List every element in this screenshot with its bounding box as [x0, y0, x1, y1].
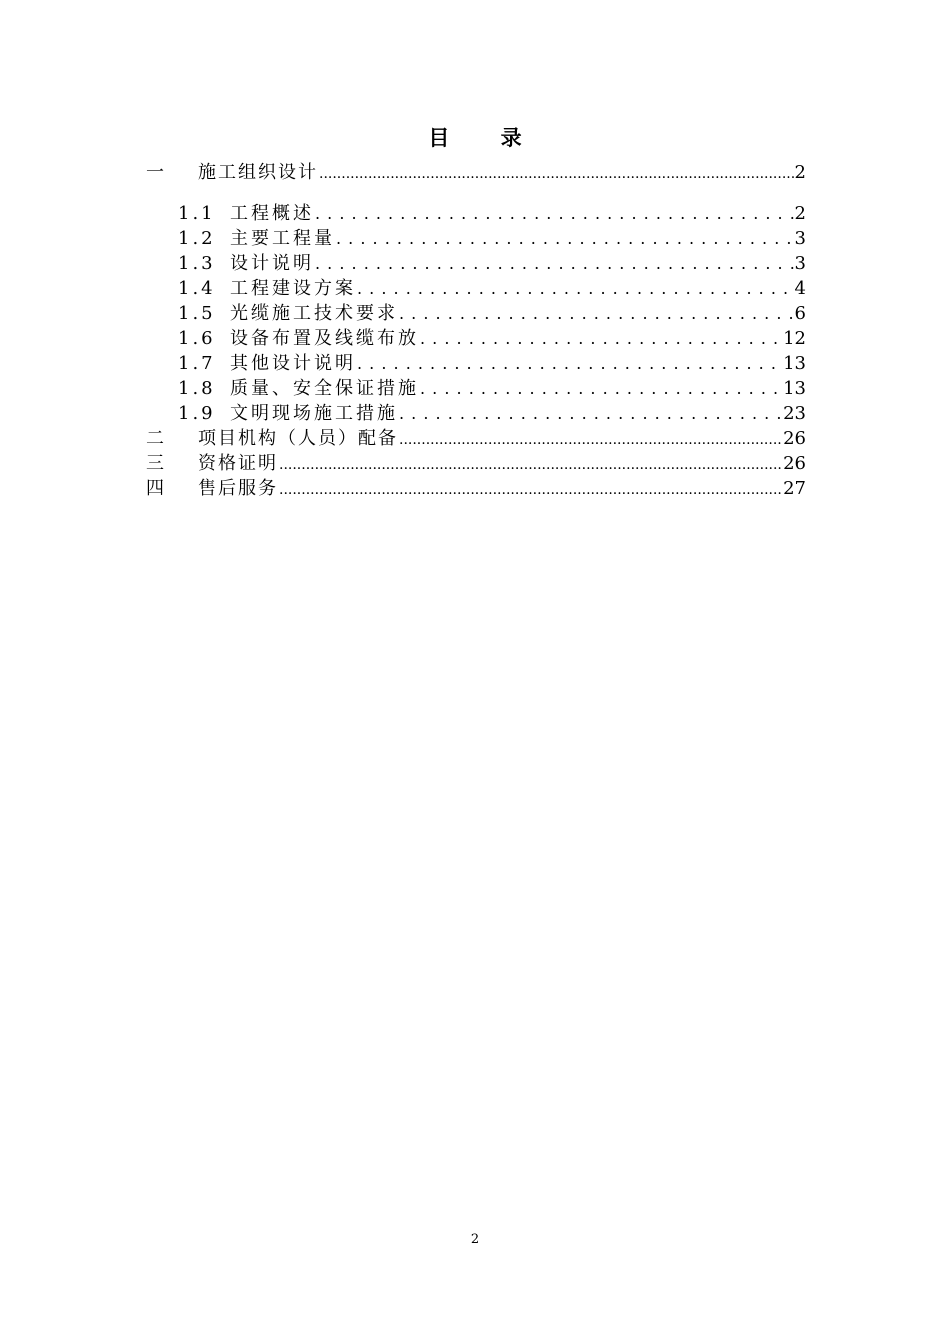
entry-page: 26 [783, 453, 806, 474]
dot-leader [399, 401, 782, 426]
toc-entry[interactable] [146, 201, 806, 226]
entry-page: 26 [783, 428, 806, 449]
entry-number: 一 [146, 162, 166, 183]
dot-leader [399, 426, 782, 453]
entry-page: 12 [783, 328, 806, 349]
entry-label: 施工组织设计 [198, 162, 318, 183]
toc-entry[interactable] [146, 276, 806, 301]
dot-leader [357, 276, 794, 301]
table-of-contents [146, 160, 806, 501]
dot-leader [336, 226, 794, 251]
entry-page: 3 [794, 253, 806, 274]
entry-page: 27 [783, 478, 806, 499]
dot-leader [279, 451, 782, 478]
entry-label: 设备布置及线缆布放 [230, 328, 419, 349]
toc-entry[interactable] [146, 451, 806, 476]
dot-leader [357, 351, 782, 376]
toc-entry[interactable] [146, 401, 806, 426]
toc-entry[interactable] [146, 226, 806, 251]
entry-label: 工程建设方案 [230, 278, 356, 299]
entry-number: 1.5 [178, 303, 216, 324]
entry-page: 3 [794, 228, 806, 249]
toc-entry[interactable] [146, 251, 806, 276]
page-number: 2 [470, 1232, 480, 1247]
entry-number: 1.7 [178, 353, 216, 374]
entry-number: 三 [146, 453, 166, 474]
entry-label: 文明现场施工措施 [230, 403, 398, 424]
entry-number: 1.6 [178, 328, 216, 349]
dot-leader [315, 251, 794, 276]
toc-title: 目 录 [428, 125, 544, 150]
toc-entry[interactable] [146, 476, 806, 501]
toc-entry[interactable] [146, 326, 806, 351]
entry-label: 光缆施工技术要求 [230, 303, 398, 324]
dot-leader [319, 160, 794, 187]
toc-entry[interactable] [146, 301, 806, 326]
entry-page: 13 [783, 378, 806, 399]
entry-number: 二 [146, 428, 166, 449]
toc-entry[interactable] [146, 351, 806, 376]
entry-label: 资格证明 [198, 453, 278, 474]
dot-leader [279, 476, 782, 503]
toc-entry[interactable] [146, 376, 806, 401]
entry-page: 2 [794, 203, 806, 224]
entry-page: 4 [794, 278, 806, 299]
entry-label: 主要工程量 [230, 228, 335, 249]
entry-number: 1.9 [178, 403, 216, 424]
entry-page: 23 [783, 403, 806, 424]
dot-leader [420, 326, 782, 351]
entry-number: 四 [146, 478, 166, 499]
entry-number: 1.4 [178, 278, 216, 299]
entry-number: 1.3 [178, 253, 216, 274]
dot-leader [315, 201, 794, 226]
entry-page: 2 [794, 162, 806, 183]
toc-entry[interactable] [146, 426, 806, 451]
spacer [146, 185, 806, 201]
entry-number: 1.8 [178, 378, 216, 399]
dot-leader [399, 301, 794, 326]
entry-page: 6 [794, 303, 806, 324]
entry-label: 其他设计说明 [230, 353, 356, 374]
entry-number: 1.1 [178, 203, 216, 224]
entry-number: 1.2 [178, 228, 216, 249]
entry-page: 13 [783, 353, 806, 374]
dot-leader [420, 376, 782, 401]
toc-entry[interactable] [146, 160, 806, 185]
entry-label: 设计说明 [230, 253, 314, 274]
entry-label: 售后服务 [198, 478, 278, 499]
entry-label: 项目机构（人员）配备 [198, 428, 398, 449]
entry-label: 工程概述 [230, 203, 314, 224]
entry-label: 质量、安全保证措施 [230, 378, 419, 399]
